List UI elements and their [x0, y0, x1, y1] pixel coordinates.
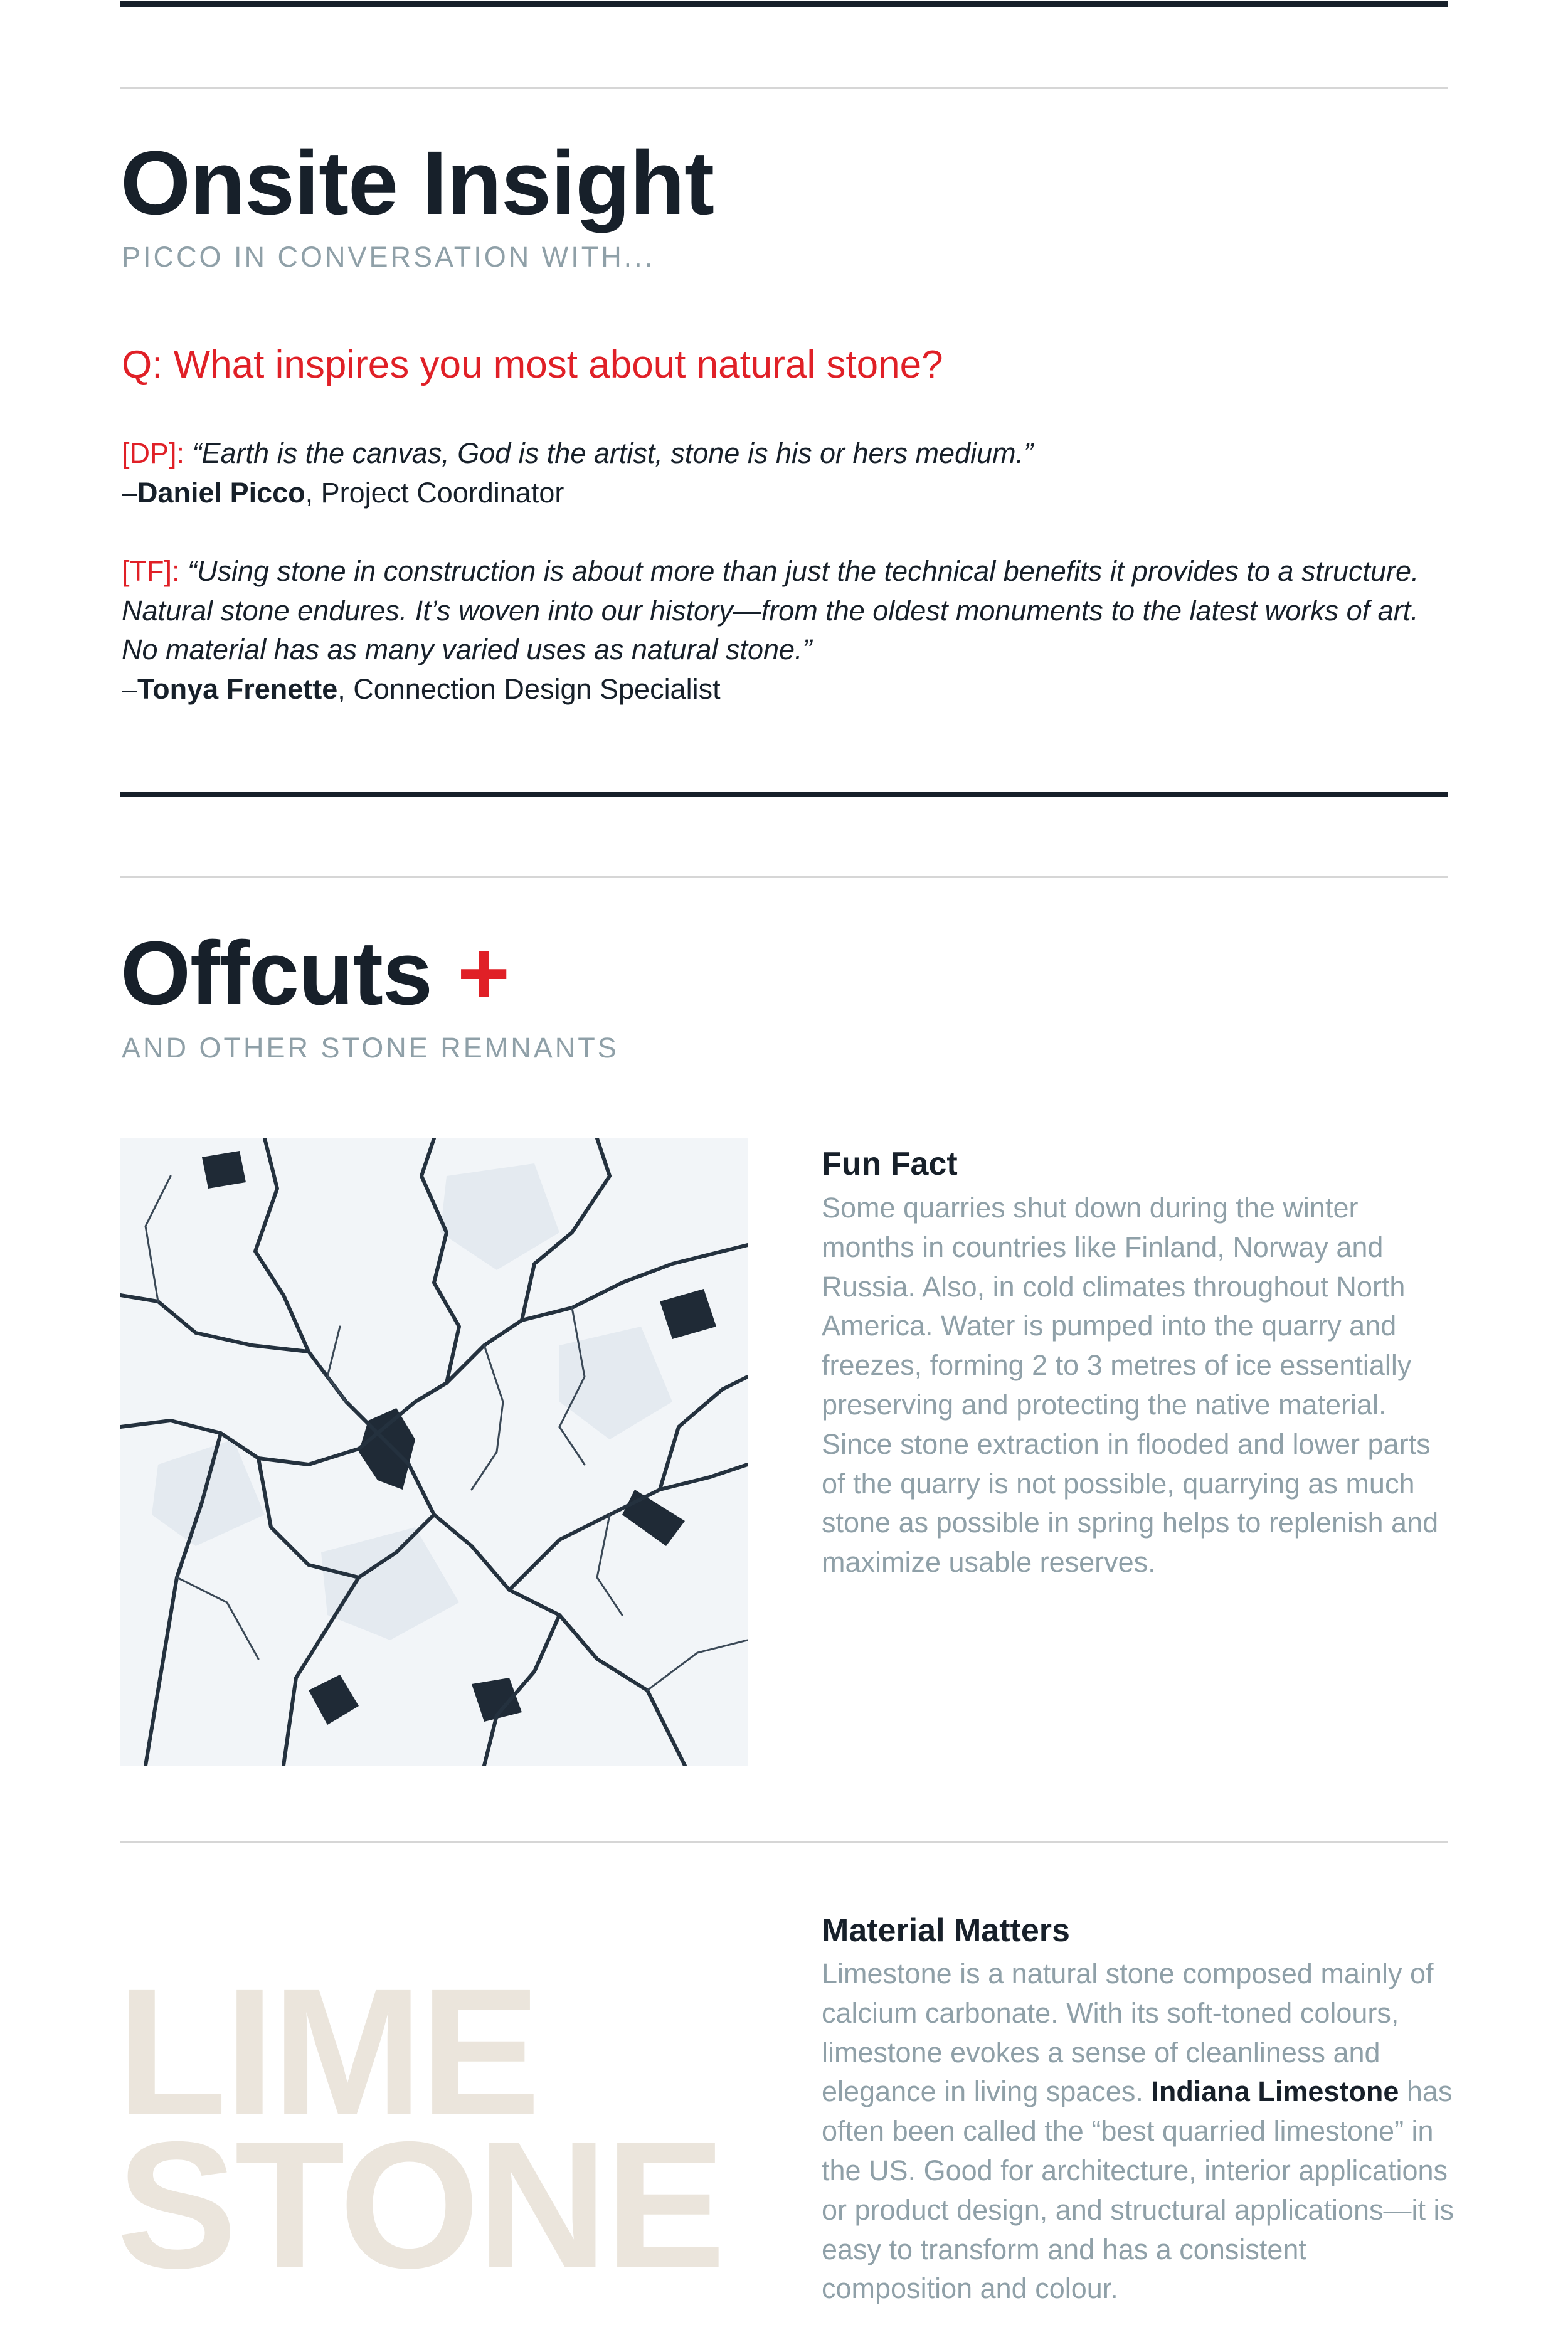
section-divider-thick	[120, 792, 1448, 797]
offcuts-kicker: AND OTHER STONE REMNANTS	[122, 1032, 619, 1064]
answer-tag: [DP]:	[122, 437, 185, 469]
attribution-dash: –	[122, 476, 138, 509]
offcuts-title-text: Offcuts	[120, 923, 432, 1024]
answer-dp	[122, 434, 1458, 512]
fun-fact-title: Fun Fact	[822, 1146, 958, 1182]
answer-quote: “Using stone in construction is about more than just the technical benefits it provides to a structure. Natural stone endures. It’s woven into our history—from the oldest monuments to the latest works of art. No material has as many varied uses as natural stone.”	[122, 555, 1419, 665]
onsite-kicker: PICCO IN CONVERSATION WITH...	[122, 241, 655, 273]
limestone-graphic-line1: LIME	[117, 1951, 538, 2153]
frozen-quarry-image	[120, 1138, 748, 1766]
ice-cracks-graphic	[120, 1138, 748, 1766]
fun-fact-body: Some quarries shut down during the winter months in countries like Finland, Norway and Russia. Also, in cold climates throughout North America. Water is pumped into the quarry and freezes, forming 2 to 3 metres of ice essentially preserving and protecting the native material. Since stone extraction in flooded and lower parts of the quarry is not possible, quarrying as much stone as possible in spring helps to replenish and maximize usable reserves.	[822, 1192, 1439, 1579]
offcuts-title	[120, 923, 510, 1024]
material-matters-title: Material Matters	[822, 1912, 1070, 1949]
plus-icon: +	[457, 923, 510, 1024]
answer-tf	[122, 552, 1458, 709]
material-body-text: Limestone is a natural stone composed mainly of calcium carbonate. With its soft-toned colours, limestone evokes a sense of cleanliness and elegance in living spaces.	[822, 1957, 1434, 2108]
attribution-role: , Project Coordinator	[305, 476, 564, 509]
section-divider	[120, 1841, 1448, 1843]
material-matters-body	[822, 1954, 1455, 2309]
section-divider	[120, 87, 1448, 89]
interview-question: Q: What inspires you most about natural stone?	[122, 343, 943, 386]
attribution-dash: –	[122, 672, 138, 705]
attribution-role: , Connection Design Specialist	[337, 672, 721, 705]
top-divider	[120, 1, 1448, 7]
section-divider	[120, 876, 1448, 878]
onsite-title: Onsite Insight	[120, 132, 714, 233]
attribution-name: Daniel Picco	[137, 476, 305, 509]
material-body-text: has often been called the “best quarried limestone” in the US. Good for architecture, interior applications or product design, and structural applications—it is easy to transform and has a consistent composition and colour.	[822, 2075, 1454, 2305]
answer-quote: “Earth is the canvas, God is the artist, stone is his or hers medium.”	[192, 437, 1034, 469]
material-highlight: Indiana Limestone	[1151, 2075, 1399, 2108]
attribution-name: Tonya Frenette	[137, 672, 338, 705]
answer-tag: [TF]:	[122, 555, 180, 587]
limestone-graphic-line2: STONE	[117, 2104, 723, 2306]
